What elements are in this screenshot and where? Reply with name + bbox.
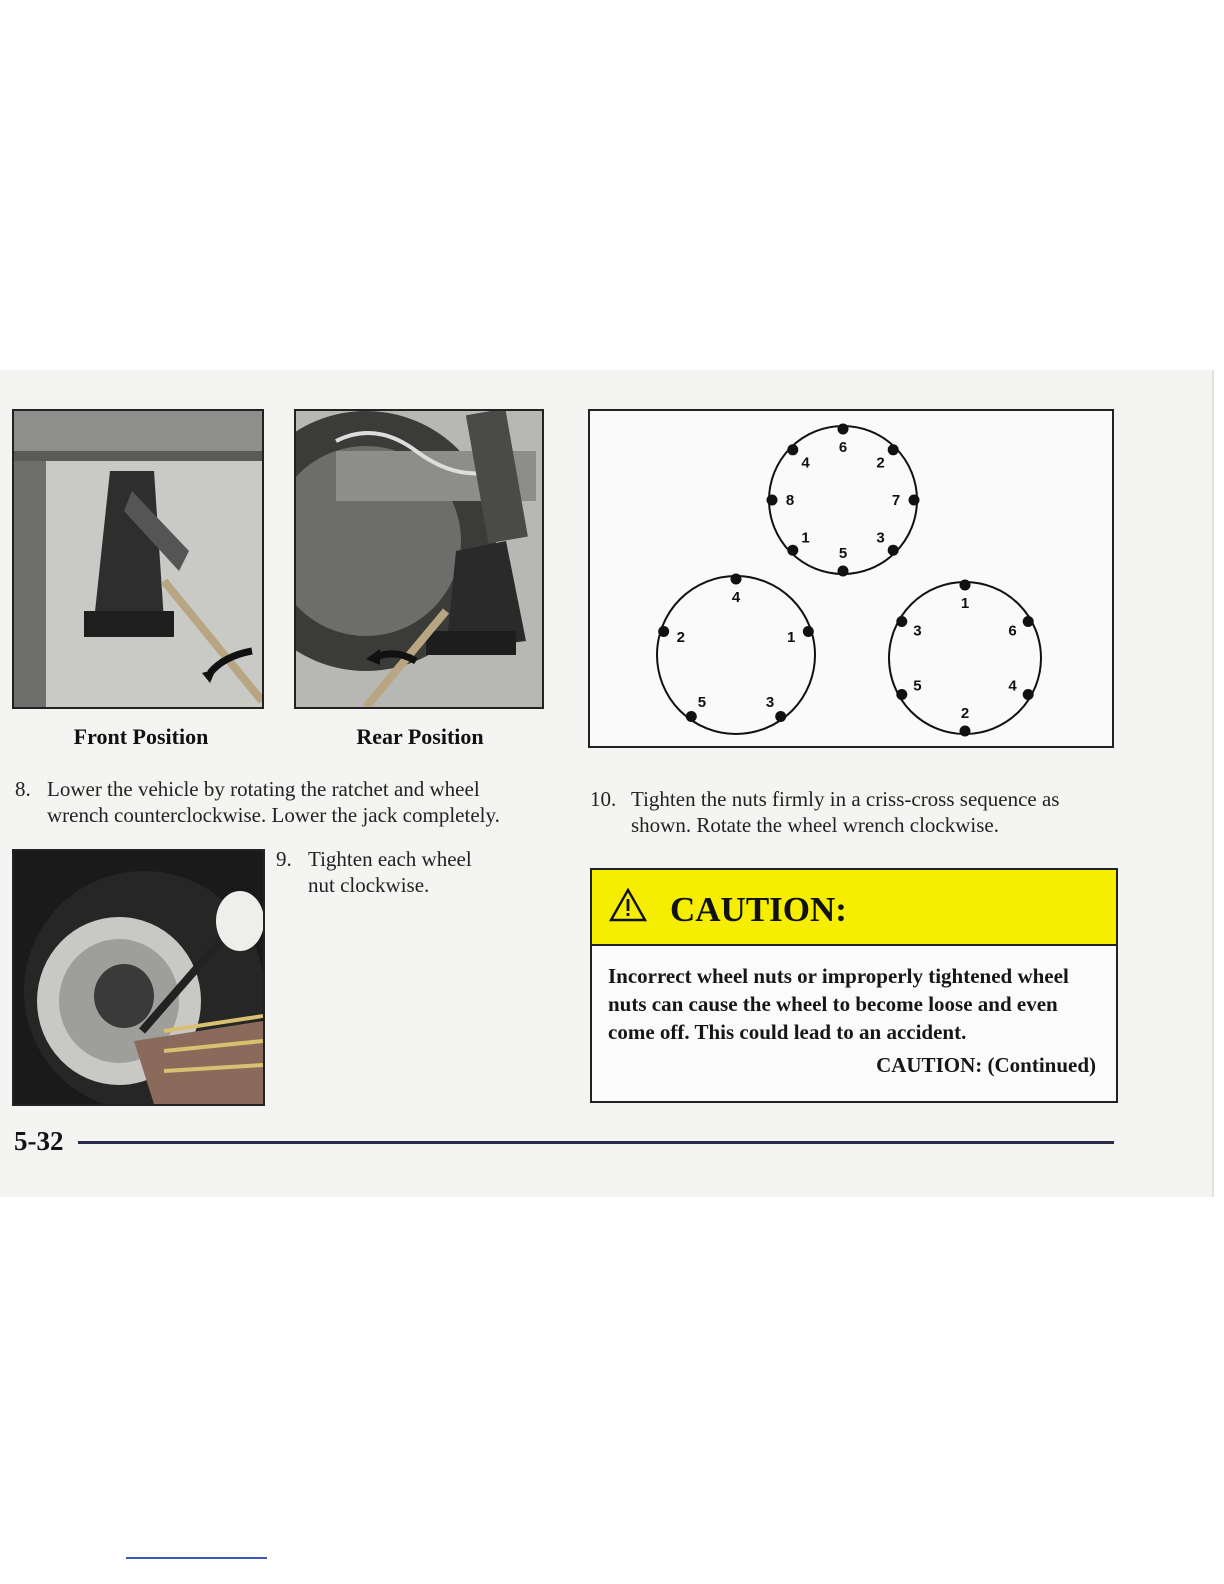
step-9-text: Tighten each wheel nut clockwise. (308, 847, 472, 897)
six-nut-right-nut-dot (896, 689, 907, 700)
eight-nut-nut-label: 6 (838, 439, 848, 456)
eight-nut-nut-dot (787, 545, 798, 556)
rear-position-photo (294, 409, 544, 709)
step-8-text: Lower the vehicle by rotating the ratchet and wheel wrench counterclockwise. Lower the jack completely. (47, 777, 500, 827)
caution-title: CAUTION: (670, 890, 847, 929)
criss-cross-diagram (588, 409, 1114, 748)
page-number: 5-32 (14, 1126, 64, 1156)
warning-triangle-icon (609, 888, 647, 922)
eight-nut-nut-label: 8 (785, 492, 795, 509)
six-nut-right-nut-label: 2 (960, 705, 970, 722)
six-nut-right-nut-label: 4 (1008, 677, 1017, 695)
eight-nut-nut-dot (838, 566, 849, 577)
six-nut-right-nut-dot (960, 580, 971, 591)
five-nut-left-nut-label: 5 (697, 693, 707, 711)
footer-rule (78, 1141, 1114, 1144)
eight-nut-nut-label: 7 (891, 492, 901, 509)
eight-nut-nut-label: 3 (876, 529, 885, 547)
eight-nut-nut-label: 5 (838, 545, 848, 562)
bottom-link-line (126, 1557, 267, 1559)
caution-header (592, 870, 1116, 946)
six-nut-right-nut-label: 6 (1008, 622, 1017, 640)
five-nut-left-nut-label: 4 (731, 589, 741, 606)
front-position-caption: Front Position (73, 724, 209, 749)
step-8 (15, 776, 555, 832)
step-9-number: 9. (276, 847, 292, 871)
eight-nut-nut-dot (838, 424, 849, 435)
five-nut-left-nut-label: 3 (765, 693, 775, 711)
eight-nut-nut-dot (888, 444, 899, 455)
step-10 (590, 786, 1120, 842)
caution-continued: CAUTION: (Continued) (876, 1053, 1096, 1077)
six-nut-right-nut-dot (896, 616, 907, 627)
six-nut-right-nut-label: 3 (913, 622, 922, 640)
caution-box (590, 868, 1118, 1103)
six-nut-right-nut-dot (960, 726, 971, 737)
five-nut-left-nut-dot (658, 626, 669, 637)
five-nut-left-nut-dot (686, 711, 697, 722)
six-nut-right-nut-dot (1023, 689, 1034, 700)
eight-nut-nut-label: 2 (876, 454, 885, 472)
step-9 (276, 846, 536, 902)
five-nut-left-nut-label: 1 (787, 629, 796, 647)
six-nut-right-nut-label: 1 (960, 595, 970, 612)
eight-nut-nut-dot (888, 545, 899, 556)
five-nut-left-nut-label: 2 (676, 629, 685, 647)
step-10-number: 10. (590, 787, 617, 811)
caution-body: Incorrect wheel nuts or improperly tightened wheel nuts can cause the wheel to become loose and even come off. This could lead to an accident. (608, 964, 1069, 1044)
eight-nut-nut-dot (787, 444, 798, 455)
eight-nut-nut-label: 1 (801, 529, 810, 547)
five-nut-left-nut-dot (731, 574, 742, 585)
five-nut-left-nut-dot (803, 626, 814, 637)
step-10-text: Tighten the nuts firmly in a criss-cross sequence as shown. Rotate the wheel wrench clockwise. (631, 787, 1060, 837)
eight-nut-nut-label: 4 (801, 454, 810, 472)
eight-nut-nut-dot (909, 495, 920, 506)
step-8-number: 8. (15, 777, 31, 801)
eight-nut-nut-dot (767, 495, 778, 506)
wheel-nut-photo (12, 849, 265, 1106)
six-nut-right-nut-dot (1023, 616, 1034, 627)
rear-position-caption: Rear Position (356, 724, 484, 749)
five-nut-left-nut-dot (775, 711, 786, 722)
front-position-photo (12, 409, 264, 709)
six-nut-right-nut-label: 5 (913, 677, 922, 695)
